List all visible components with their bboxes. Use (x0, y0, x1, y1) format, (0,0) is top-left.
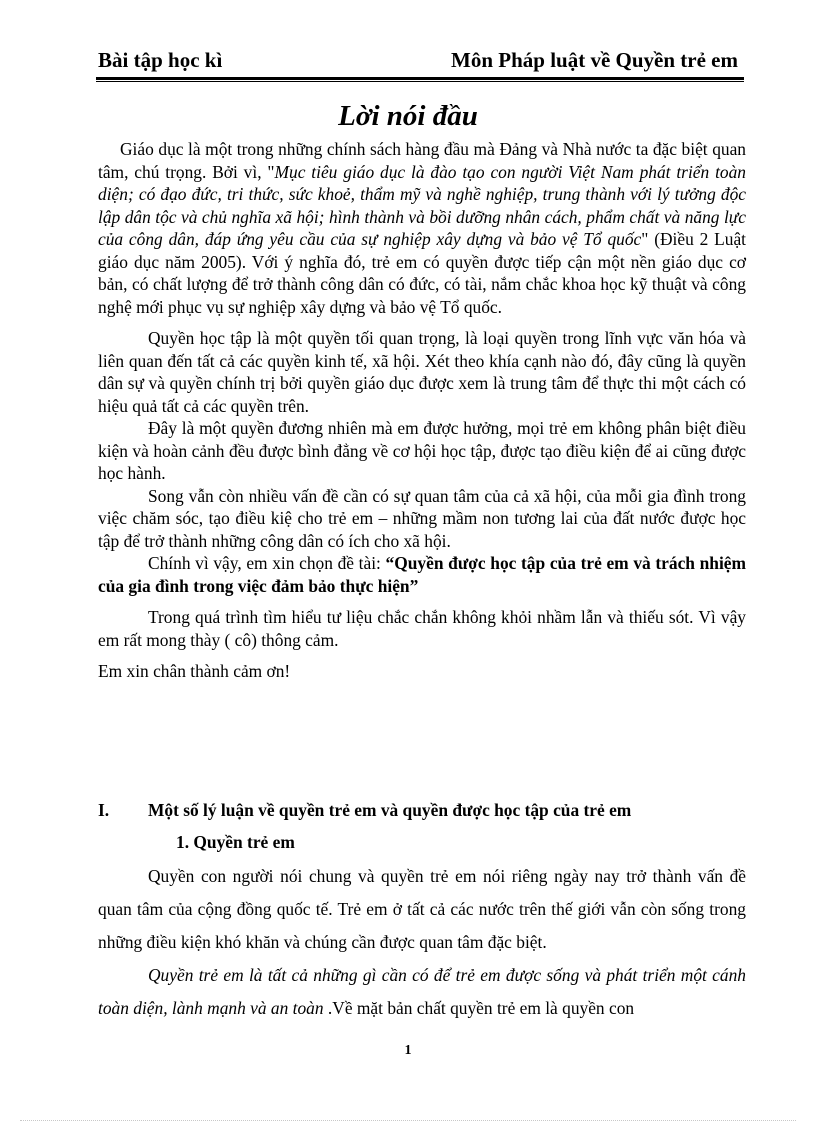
page-title: Lời nói đầu (338, 100, 478, 132)
intro-body (98, 138, 746, 683)
page-number: 1 (404, 1043, 412, 1058)
intro-paragraph-4: Song vẫn còn nhiều vấn đề cần có sự quan tâm của cả xã hội, của mỗi gia đình trong việc chăm sóc, tạo điều kiệ cho trẻ em – những mầm non tương lai của đất nước được học tập để trở thành những công dân có ích cho xã hội. (98, 485, 746, 551)
section-title: Một số lý luận về quyền trẻ em và quyền được học tập của trẻ em (148, 800, 632, 820)
intro-p1-tail: " (Điều 2 Luật giáo dục năm 2005). Với ý nghĩa đó, trẻ em có quyền được tiếp cận một nền giáo dục cơ bản, có chất lượng để trở thành công dân có đức, có tài, nắm chắc khoa học kỹ thuật và công nghệ mới phục vụ sự nghiệp xây dựng và bảo vệ Tổ quốc. (98, 229, 746, 317)
subsection-heading: 1. Quyền trẻ em (176, 832, 295, 852)
section-number: I. (98, 800, 110, 820)
header-right: Môn Pháp luật về Quyền trẻ em (451, 48, 738, 72)
intro-paragraph-3: Đây là một quyền đương nhiên mà em được hưởng, mọi trẻ em không phân biệt điều kiện và hoàn cảnh đều được bình đẳng về cơ hội học tập, được tạo điều kiện để ai cũng được học hành. (98, 418, 746, 483)
intro-paragraph-5 (98, 552, 746, 597)
intro-p1-quote: Mục tiêu giáo dục là đào tạo con người Việt Nam phát triển toàn diện; có đạo đức, tri thức, sức khoẻ, thẩm mỹ và nghề nghiệp, trung thành với lý tưởng độc lập dân tộc và chủ nghĩa xã hội; hình thành và bồi dưỡng nhân cách, phẩm chất và năng lực của công dân, đáp ứng yêu cầu của sự nghiệp xây dựng và bảo vệ Tổ quốc (98, 161, 746, 249)
intro-paragraph-6: Trong quá trình tìm hiểu tư liệu chắc chắn không khỏi nhầm lẫn và thiếu sót. Vì vậy em rất mong thày ( cô) thông cảm. (98, 607, 746, 650)
intro-p5-lead: Chính vì vậy, em xin chọn đề tài: (148, 553, 386, 573)
page-header (98, 48, 738, 78)
intro-p1-lead: Giáo dục là một trong những chính sách hàng đầu mà Đảng và Nhà nước ta đặc biệt quan tâm, chú trọng. Bởi vì, " (98, 139, 746, 182)
section-p2-rest: .Về mặt bản chất quyền trẻ em là quyền con (323, 998, 635, 1018)
section-p2-italic: Quyền trẻ em là tất cả những gì cần có để trẻ em được sống và phát triển một cánh toàn diện, lành mạnh và an toàn (98, 965, 746, 1018)
header-rule-thick (96, 77, 744, 80)
section-body (98, 860, 746, 1025)
header-left: Bài tập học kì (98, 48, 223, 72)
intro-paragraph-2: Quyền học tập là một quyền tối quan trọng, là loại quyền trong lĩnh vực văn hóa và liên quan đến tất cả các quyền kinh tế, xã hội. Xét theo khía cạnh nào đó, đây cũng là quyền dân sự và quyền chính trị bởi quyền giáo dục được xem là trung tâm để thực thi một cách có hiệu quả tất cả các quyền trên. (98, 328, 746, 416)
header-rule-thin (96, 81, 744, 82)
intro-paragraph-1 (98, 138, 746, 318)
section-paragraph-2 (98, 959, 746, 1025)
page-bottom-border (20, 1120, 796, 1121)
intro-paragraph-7: Em xin chân thành cảm ơn! (98, 661, 291, 681)
section-paragraph-1: Quyền con người nói chung và quyền trẻ em nói riêng ngày nay trở thành vấn đề quan tâm của cộng đồng quốc tế. Trẻ em ở tất cả các nước trên thế giới vẫn còn sống trong những điều kiện khó khăn và chúng cần được quan tâm đặc biệt. (98, 866, 746, 952)
intro-topic: “Quyền được học tập của trẻ em và trách nhiệm của gia đình trong việc đảm bảo thực hiện” (98, 553, 746, 596)
